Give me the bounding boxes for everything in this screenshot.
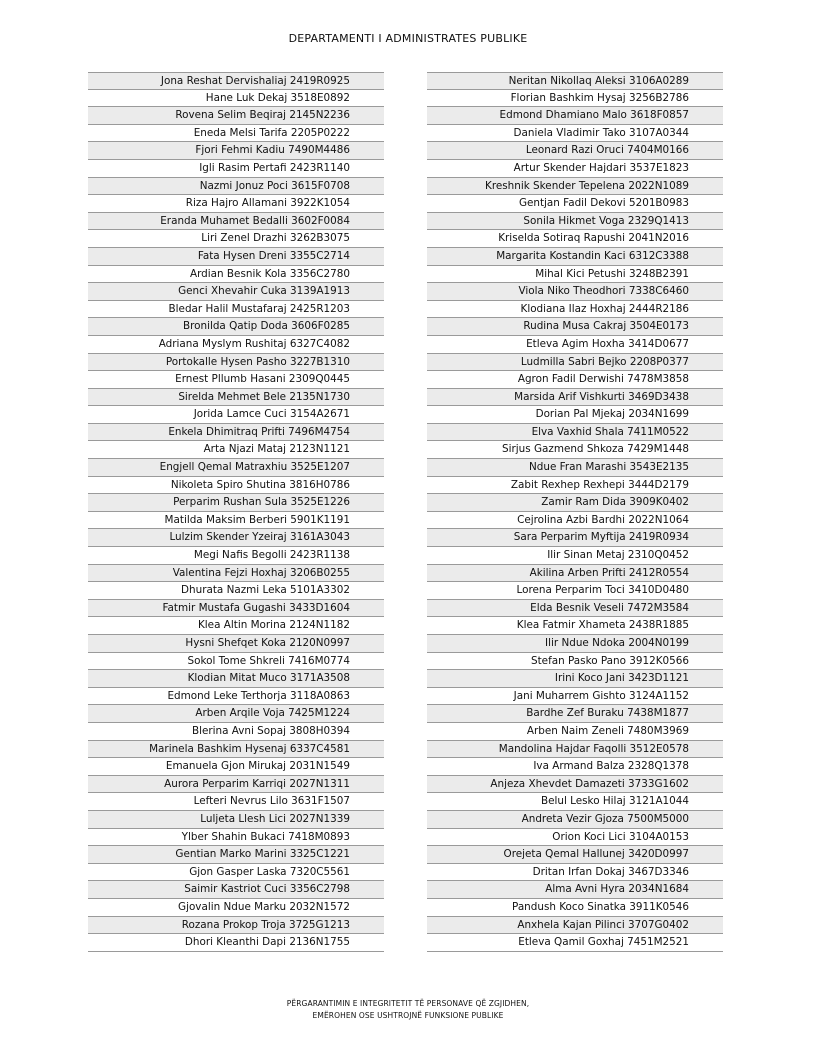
list-row: Ylber Shahin Bukaci 7418M0893 [88, 829, 384, 847]
list-row: Ndue Fran Marashi 3543E2135 [427, 459, 723, 477]
list-row: Zamir Ram Dida 3909K0402 [427, 494, 723, 512]
list-row: Bledar Halil Mustafaraj 2425R1203 [88, 301, 384, 319]
list-row: Arta Njazi Mataj 2123N1121 [88, 441, 384, 459]
list-row: Lorena Perparim Toci 3410D0480 [427, 582, 723, 600]
list-row: Jorida Lamce Cuci 3154A2671 [88, 406, 384, 424]
list-row: Kreshnik Skender Tepelena 2022N1089 [427, 178, 723, 196]
list-row: Nazmi Jonuz Poci 3615F0708 [88, 178, 384, 196]
page-footer [0, 998, 816, 1022]
list-row: Ardian Besnik Kola 3356C2780 [88, 266, 384, 284]
page-title: DEPARTAMENTI I ADMINISTRATES PUBLIKE [288, 32, 528, 45]
list-row: Orejeta Qemal Hallunej 3420D0997 [427, 846, 723, 864]
list-row: Arben Arqile Voja 7425M1224 [88, 705, 384, 723]
list-row: Hane Luk Dekaj 3518E0892 [88, 90, 384, 108]
footer-line-1: PËRGARANTIMIN E INTEGRITETIT TË PERSONAVE QË ZGJIDHEN, [286, 999, 530, 1008]
list-row: Etleva Agim Hoxha 3414D0677 [427, 336, 723, 354]
list-row: Zabit Rexhep Rexhepi 3444D2179 [427, 477, 723, 495]
list-row: Margarita Kostandin Kaci 6312C3388 [427, 248, 723, 266]
list-row: Belul Lesko Hilaj 3121A1044 [427, 793, 723, 811]
list-row: Klea Altin Morina 2124N1182 [88, 617, 384, 635]
list-row: Ludmilla Sabri Bejko 2208P0377 [427, 354, 723, 372]
list-row: Leonard Razi Oruci 7404M0166 [427, 142, 723, 160]
list-row: Elda Besnik Veseli 7472M3584 [427, 600, 723, 618]
list-row: Agron Fadil Derwishi 7478M3858 [427, 371, 723, 389]
list-row: Perparim Rushan Sula 3525E1226 [88, 494, 384, 512]
list-row: Orion Koci Lici 3104A0153 [427, 829, 723, 847]
list-row: Saimir Kastriot Cuci 3356C2798 [88, 881, 384, 899]
list-row: Igli Rasim Pertafi 2423R1140 [88, 160, 384, 178]
list-row: Gjovalin Ndue Marku 2032N1572 [88, 899, 384, 917]
list-row: Gentian Marko Marini 3325C1221 [88, 846, 384, 864]
list-row: Dorian Pal Mjekaj 2034N1699 [427, 406, 723, 424]
list-row: Bronilda Qatip Doda 3606F0285 [88, 318, 384, 336]
list-row: Fjori Fehmi Kadiu 7490M4486 [88, 142, 384, 160]
list-row: Edmond Leke Terthorja 3118A0863 [88, 688, 384, 706]
list-row: Viola Niko Theodhori 7338C6460 [427, 283, 723, 301]
list-row: Alma Avni Hyra 2034N1684 [427, 881, 723, 899]
list-row: Rudina Musa Cakraj 3504E0173 [427, 318, 723, 336]
list-row: Andreta Vezir Gjoza 7500M5000 [427, 811, 723, 829]
list-row: Rozana Prokop Troja 3725G1213 [88, 917, 384, 935]
list-row: Gjon Gasper Laska 7320C5561 [88, 864, 384, 882]
left-name-list [88, 72, 384, 952]
list-row: Pandush Koco Sinatka 3911K0546 [427, 899, 723, 917]
list-row: Dhurata Nazmi Leka 5101A3302 [88, 582, 384, 600]
list-row: Etleva Qamil Goxhaj 7451M2521 [427, 934, 723, 952]
list-row: Eranda Muhamet Bedalli 3602F0084 [88, 213, 384, 231]
list-row: Elva Vaxhid Shala 7411M0522 [427, 424, 723, 442]
list-row: Fatmir Mustafa Gugashi 3433D1604 [88, 600, 384, 618]
list-row: Luljeta Llesh Lici 2027N1339 [88, 811, 384, 829]
list-row: Enkela Dhimitraq Prifti 7496M4754 [88, 424, 384, 442]
list-row: Nikoleta Spiro Shutina 3816H0786 [88, 477, 384, 495]
list-row: Sokol Tome Shkreli 7416M0774 [88, 653, 384, 671]
list-row: Eneda Melsi Tarifa 2205P0222 [88, 125, 384, 143]
list-row: Klodian Mitat Muco 3171A3508 [88, 670, 384, 688]
list-row: Sonila Hikmet Voga 2329Q1413 [427, 213, 723, 231]
list-row: Jani Muharrem Gishto 3124A1152 [427, 688, 723, 706]
list-row: Sara Perparim Myftija 2419R0934 [427, 529, 723, 547]
list-row: Anxhela Kajan Pilinci 3707G0402 [427, 917, 723, 935]
list-row: Sirelda Mehmet Bele 2135N1730 [88, 389, 384, 407]
list-row: Genci Xhevahir Cuka 3139A1913 [88, 283, 384, 301]
list-row: Iva Armand Balza 2328Q1378 [427, 758, 723, 776]
list-row: Klodiana Ilaz Hoxhaj 2444R2186 [427, 301, 723, 319]
list-row: Lulzim Skender Yzeiraj 3161A3043 [88, 529, 384, 547]
list-row: Neritan Nikollaq Aleksi 3106A0289 [427, 72, 723, 90]
list-row: Daniela Vladimir Tako 3107A0344 [427, 125, 723, 143]
list-row: Marinela Bashkim Hysenaj 6337C4581 [88, 741, 384, 759]
list-row: Valentina Fejzi Hoxhaj 3206B0255 [88, 565, 384, 583]
list-row: Kriselda Sotiraq Rapushi 2041N2016 [427, 230, 723, 248]
list-row: Mihal Kici Petushi 3248B2391 [427, 266, 723, 284]
list-row: Arben Naim Zeneli 7480M3969 [427, 723, 723, 741]
list-row: Portokalle Hysen Pasho 3227B1310 [88, 354, 384, 372]
list-row: Fata Hysen Dreni 3355C2714 [88, 248, 384, 266]
right-name-list [427, 72, 723, 952]
list-row: Megi Nafis Begolli 2423R1138 [88, 547, 384, 565]
list-row: Florian Bashkim Hysaj 3256B2786 [427, 90, 723, 108]
list-row: Stefan Pasko Pano 3912K0566 [427, 653, 723, 671]
list-row: Aurora Perparim Karriqi 2027N1311 [88, 776, 384, 794]
footer-line-2: EMËROHEN OSE USHTROJNË FUNKSIONE PUBLIKE [312, 1011, 504, 1020]
list-row: Anjeza Xhevdet Damazeti 3733G1602 [427, 776, 723, 794]
list-row: Ilir Sinan Metaj 2310Q0452 [427, 547, 723, 565]
list-row: Dritan Irfan Dokaj 3467D3346 [427, 864, 723, 882]
list-row: Ilir Ndue Ndoka 2004N0199 [427, 635, 723, 653]
list-row: Liri Zenel Drazhi 3262B3075 [88, 230, 384, 248]
list-row: Cejrolina Azbi Bardhi 2022N1064 [427, 512, 723, 530]
list-row: Marsida Arif Vishkurti 3469D3438 [427, 389, 723, 407]
list-row: Ernest Pllumb Hasani 2309Q0445 [88, 371, 384, 389]
list-row: Adriana Myslym Rushitaj 6327C4082 [88, 336, 384, 354]
list-row: Artur Skender Hajdari 3537E1823 [427, 160, 723, 178]
list-row: Matilda Maksim Berberi 5901K1191 [88, 512, 384, 530]
list-row: Blerina Avni Sopaj 3808H0394 [88, 723, 384, 741]
list-row: Akilina Arben Prifti 2412R0554 [427, 565, 723, 583]
list-row: Rovena Selim Beqiraj 2145N2236 [88, 107, 384, 125]
list-row: Jona Reshat Dervishaliaj 2419R0925 [88, 72, 384, 90]
list-row: Irini Koco Jani 3423D1121 [427, 670, 723, 688]
list-row: Hysni Shefqet Koka 2120N0997 [88, 635, 384, 653]
list-row: Edmond Dhamiano Malo 3618F0857 [427, 107, 723, 125]
list-row: Dhori Kleanthi Dapi 2136N1755 [88, 934, 384, 952]
list-row: Klea Fatmir Xhameta 2438R1885 [427, 617, 723, 635]
list-row: Engjell Qemal Matraxhiu 3525E1207 [88, 459, 384, 477]
list-row: Bardhe Zef Buraku 7438M1877 [427, 705, 723, 723]
list-row: Riza Hajro Allamani 3922K1054 [88, 195, 384, 213]
list-row: Emanuela Gjon Mirukaj 2031N1549 [88, 758, 384, 776]
list-row: Mandolina Hajdar Faqolli 3512E0578 [427, 741, 723, 759]
list-row: Lefteri Nevrus Lilo 3631F1507 [88, 793, 384, 811]
list-row: Sirjus Gazmend Shkoza 7429M1448 [427, 441, 723, 459]
list-row: Gentjan Fadil Dekovi 5201B0983 [427, 195, 723, 213]
